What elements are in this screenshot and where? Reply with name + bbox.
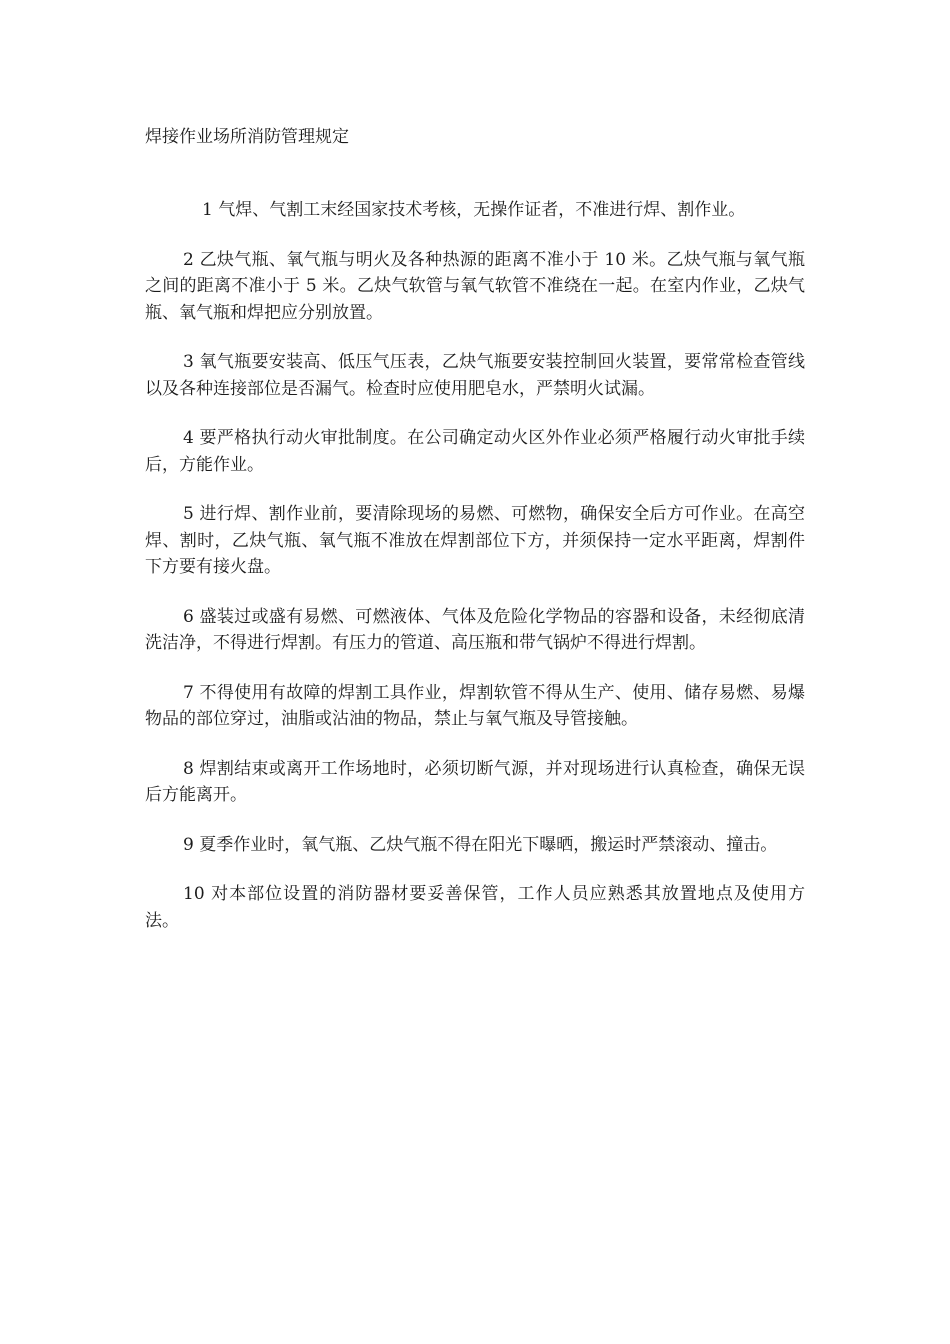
rule-paragraph-10: 10 对本部位设置的消防器材要妥善保管，工作人员应熟悉其放置地点及使用方法。 (145, 884, 805, 931)
rule-paragraph-4: 4 要严格执行动火审批制度。在公司确定动火区外作业必须严格履行动火审批手续后，方能作业。 (145, 428, 805, 475)
rule-paragraph-9: 9 夏季作业时，氧气瓶、乙炔气瓶不得在阳光下曝晒，搬运时严禁滚动、撞击。 (183, 834, 778, 855)
rule-paragraph-7: 7 不得使用有故障的焊割工具作业，焊割软管不得从生产、使用、储存易燃、易爆物品的部位穿过，油脂或沾油的物品，禁止与氧气瓶及导管接触。 (145, 682, 805, 729)
rule-paragraph-5: 5 进行焊、割作业前，要清除现场的易燃、可燃物，确保安全后方可作业。在高空焊、割时，乙炔气瓶、氧气瓶不准放在焊割部位下方，并须保持一定水平距离，焊割件下方要有接火盘。 (145, 504, 805, 577)
rule-paragraph-1: 1 气焊、气割工末经国家技术考核，无操作证者，不准进行焊、割作业。 (202, 200, 746, 220)
rule-paragraph-3: 3 氧气瓶要安装高、低压气压表，乙炔气瓶要安装控制回火装置，要常常检查管线以及各种连接部位是否漏气。检查时应使用肥皂水，严禁明火试漏。 (145, 352, 805, 399)
rule-paragraph-2: 2 乙炔气瓶、氧气瓶与明火及各种热源的距离不准小于 10 米。乙炔气瓶与氧气瓶之间的距离不准小于 5 米。乙炔气软管与氧气软管不准绕在一起。在室内作业，乙炔气瓶、氧气瓶和焊把应分别放置。 (145, 249, 805, 323)
rule-paragraph-8: 8 焊割结束或离开工作场地时，必须切断气源，并对现场进行认真检查，确保无误后方能离开。 (145, 758, 805, 805)
document-body (145, 197, 805, 957)
document-title: 焊接作业场所消防管理规定 (145, 127, 349, 147)
rule-paragraph-6: 6 盛装过或盛有易燃、可燃液体、气体及危险化学物品的容器和设备，未经彻底清洗洁净，不得进行焊割。有压力的管道、高压瓶和带气锅炉不得进行焊割。 (145, 606, 805, 653)
